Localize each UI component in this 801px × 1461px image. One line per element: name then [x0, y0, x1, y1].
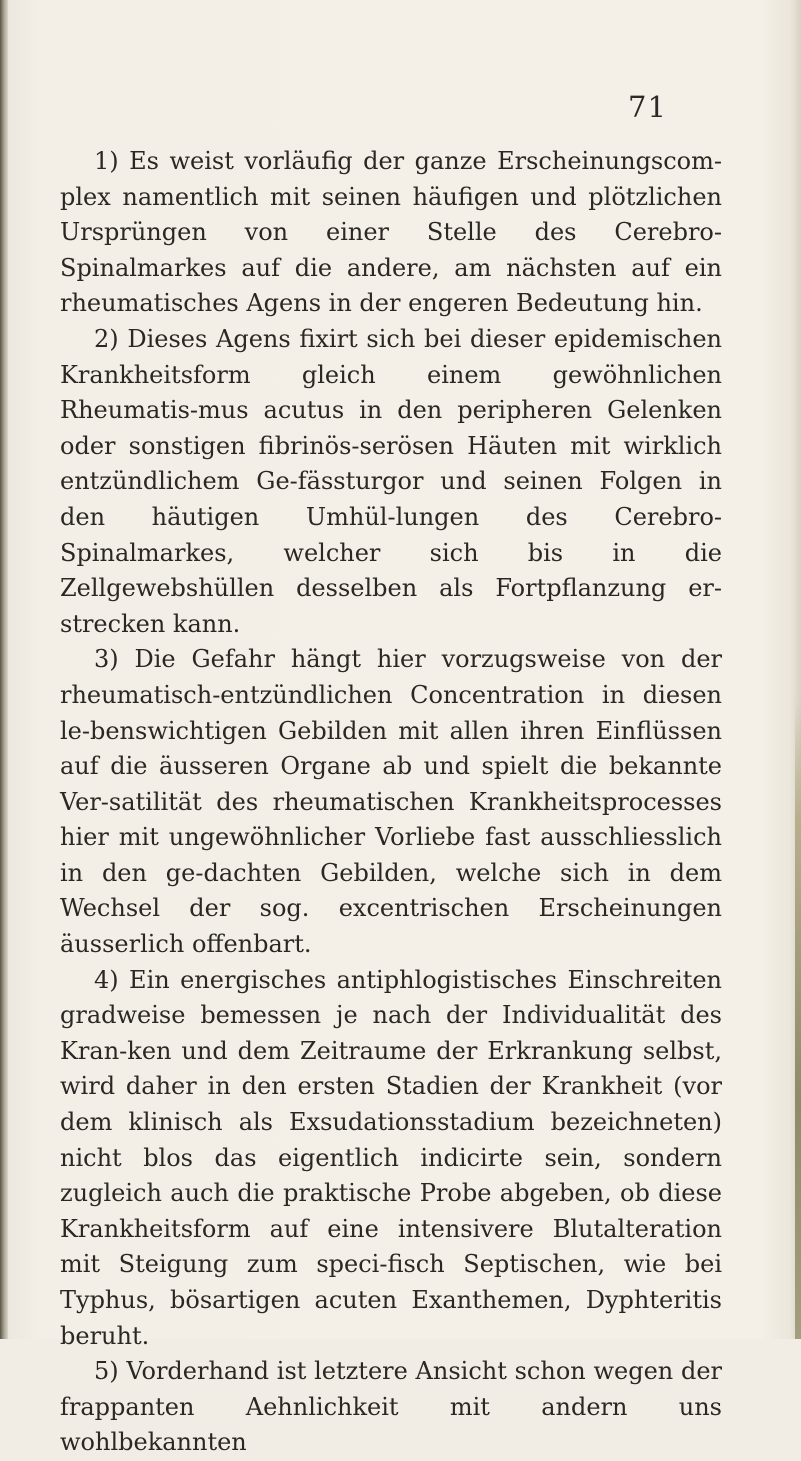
paragraph-3: 3) Die Gefahr hängt hier vorzugsweise von der rheumatisch-entzündlichen Concentration in diesen le-benswichtigen Gebilden mit allen ihren Einflüssen auf die äusseren Organe ab und spielt die bekannte Ver-satilität des rheumatischen Krankheitsprocesses hier mit ungewöhnlicher Vorliebe fast ausschliesslich in den ge-dachten Gebilden, welche sich in dem Wechsel der sog. excentrischen Erscheinungen äusserlich offenbart. [60, 645, 722, 959]
body-text [60, 144, 722, 1461]
page-number: 71 [628, 90, 667, 124]
paragraph-1: 1) Es weist vorläufig der ganze Erscheinungscom-plex namentlich mit seinen häufigen und plötzlichen Ursprüngen von einer Stelle des Cerebro-Spinalmarkes auf die andere, am nächsten auf ein rheumatisches Agens in der engeren Bedeutung hin. [60, 147, 722, 318]
page-gutter-shadow [0, 0, 8, 1339]
paragraph-5: 5) Vorderhand ist letztere Ansicht schon wegen der frappanten Aehnlichkeit mit andern uns wohlbekannten [60, 1357, 722, 1457]
paragraph-4: 4) Ein energisches antiphlogistisches Einschreiten gradweise bemessen je nach der Individualität des Kran-ken und dem Zeitraume der Erkrankung selbst, wird daher in den ersten Stadien der Krankheit (vor dem klinisch als Exsudationsstadium bezeichneten) nicht blos das eigentlich indicirte sein, sondern zugleich auch die praktische Probe abgeben, ob diese Krankheitsform auf eine intensivere Blutalteration mit Steigung zum speci-fisch Septischen, wie bei Typhus, bösartigen acuten Exanthemen, Dyphteritis beruht. [60, 965, 722, 1350]
paragraph-2: 2) Dieses Agens fixirt sich bei dieser epidemischen Krankheitsform gleich einem gewöhnlichen Rheumatis-mus acutus in den peripheren Gelenken oder sonstigen fibrinös-serösen Häuten mit wirklich entzündlichem Ge-fässturgor und seinen Folgen in den häutigen Umhül-lungen des Cerebro-Spinalmarkes, welcher sich bis in die Zellgewebshüllen desselben als Fortpflanzung er-strecken kann. [60, 324, 722, 638]
page-edge-stain [795, 700, 801, 1339]
